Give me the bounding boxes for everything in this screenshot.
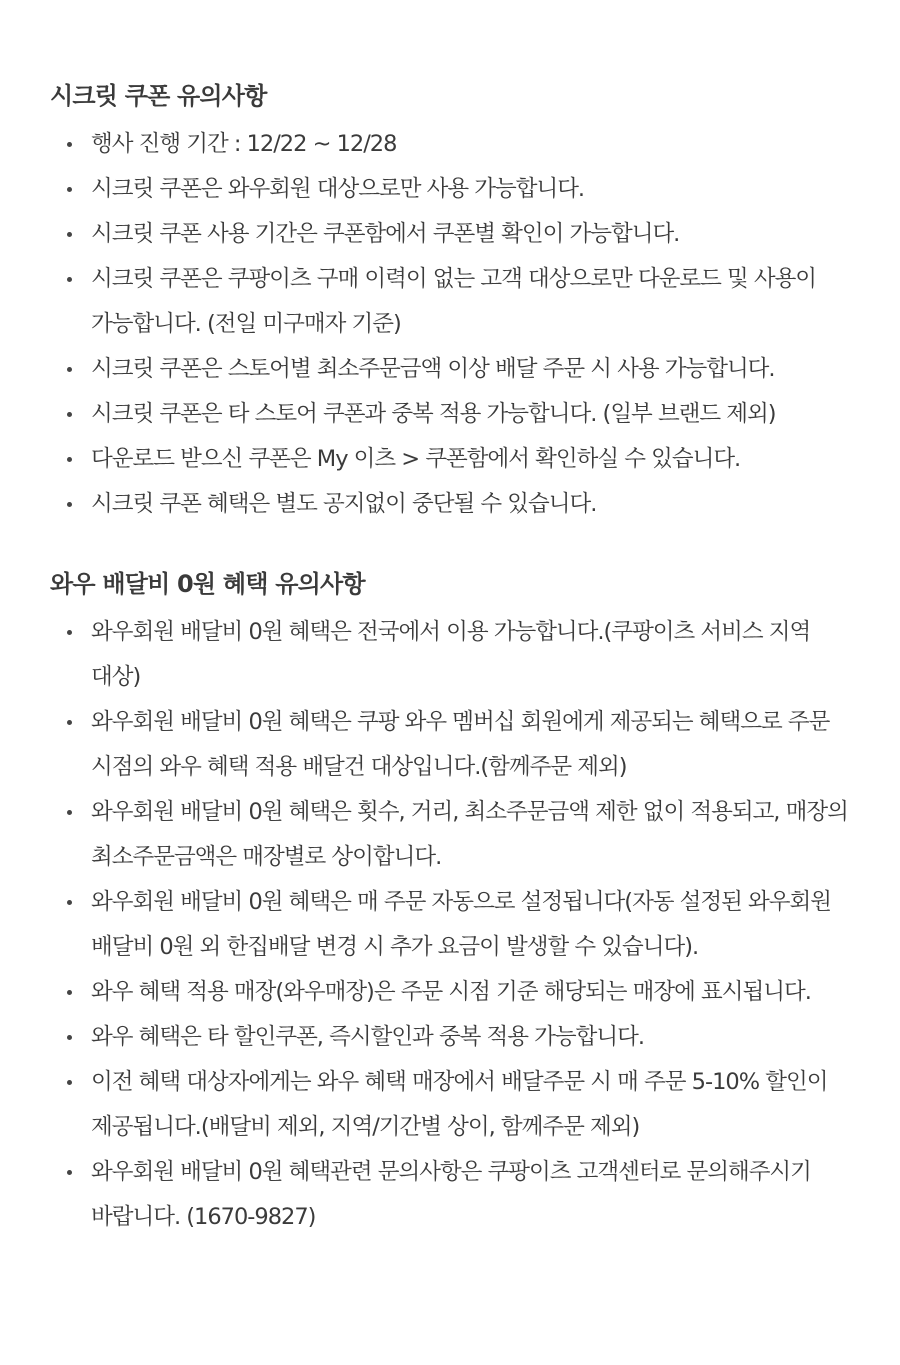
list-item-text: 시크릿 쿠폰 혜택은 별도 공지없이 중단될 수 있습니다. <box>91 491 597 517</box>
list-item <box>50 257 852 347</box>
bullet-icon <box>67 412 72 417</box>
section-title: 시크릿 쿠폰 유의사항 <box>50 82 267 110</box>
bullet-icon <box>67 187 72 192</box>
list-item-text: 와우 혜택은 타 할인쿠폰, 즉시할인과 중복 적용 가능합니다. <box>91 1024 645 1050</box>
list-item-text: 와우회원 배달비 0원 혜택은 쿠팡 와우 멤버십 회원에게 제공되는 혜택으로 주문 시점의 와우 혜택 적용 배달건 대상입니다.(함께주문 제외) <box>91 709 830 780</box>
list-item-text: 시크릿 쿠폰 사용 기간은 쿠폰함에서 쿠폰별 확인이 가능합니다. <box>91 221 680 247</box>
bullet-icon <box>67 630 72 635</box>
list-item <box>50 1060 852 1150</box>
list-item <box>50 1015 852 1060</box>
list-item-text: 와우회원 배달비 0원 혜택관련 문의사항은 쿠팡이츠 고객센터로 문의해주시기 바랍니다. (1670-9827) <box>91 1159 811 1230</box>
list-item <box>50 880 852 970</box>
list-item-text: 와우회원 배달비 0원 혜택은 매 주문 자동으로 설정됩니다(자동 설정된 와우회원 배달비 0원 외 한집배달 변경 시 추가 요금이 발생할 수 있습니다). <box>91 889 831 960</box>
bullet-icon <box>67 502 72 507</box>
list-item <box>50 1150 852 1240</box>
list-item <box>50 610 852 700</box>
bullet-icon <box>67 457 72 462</box>
bullet-icon <box>67 1170 72 1175</box>
list-item-text: 이전 혜택 대상자에게는 와우 혜택 매장에서 배달주문 시 매 주문 5-10% 할인이 제공됩니다.(배달비 제외, 지역/기간별 상이, 함께주문 제외) <box>91 1069 828 1140</box>
list-item-text: 다운로드 받으신 쿠폰은 My 이츠 > 쿠폰함에서 확인하실 수 있습니다. <box>91 446 741 472</box>
bullet-icon <box>67 900 72 905</box>
list-item <box>50 700 852 790</box>
list-item-text: 와우회원 배달비 0원 혜택은 전국에서 이용 가능합니다.(쿠팡이츠 서비스 지역 대상) <box>91 619 811 690</box>
list-item-text: 시크릿 쿠폰은 타 스토어 쿠폰과 중복 적용 가능합니다. (일부 브랜드 제외) <box>91 401 776 427</box>
bullet-icon <box>67 720 72 725</box>
list-item <box>50 482 852 527</box>
list-item <box>50 437 852 482</box>
list-item-text: 행사 진행 기간 : 12/22 ~ 12/28 <box>91 131 397 157</box>
list-item <box>50 347 852 392</box>
notice-list <box>50 610 852 1240</box>
list-item <box>50 970 852 1015</box>
list-item <box>50 392 852 437</box>
list-item <box>50 122 852 167</box>
bullet-icon <box>67 1035 72 1040</box>
list-item-text: 시크릿 쿠폰은 와우회원 대상으로만 사용 가능합니다. <box>91 176 585 202</box>
wow-delivery-section <box>50 564 852 1240</box>
bullet-icon <box>67 142 72 147</box>
bullet-icon <box>67 990 72 995</box>
list-item <box>50 167 852 212</box>
list-item-text: 시크릿 쿠폰은 스토어별 최소주문금액 이상 배달 주문 시 사용 가능합니다. <box>91 356 775 382</box>
list-item <box>50 212 852 257</box>
section-title: 와우 배달비 0원 혜택 유의사항 <box>50 570 365 598</box>
bullet-icon <box>67 277 72 282</box>
list-item-text: 와우 혜택 적용 매장(와우매장)은 주문 시점 기준 해당되는 매장에 표시됩니다. <box>91 979 811 1005</box>
list-item-text: 시크릿 쿠폰은 쿠팡이츠 구매 이력이 없는 고객 대상으로만 다운로드 및 사용이 가능합니다. (전일 미구매자 기준) <box>91 266 817 337</box>
list-item <box>50 790 852 880</box>
bullet-icon <box>67 232 72 237</box>
bullet-icon <box>67 367 72 372</box>
bullet-icon <box>67 1080 72 1085</box>
bullet-icon <box>67 810 72 815</box>
secret-coupon-section <box>50 76 852 527</box>
notice-list <box>50 122 852 527</box>
list-item-text: 와우회원 배달비 0원 혜택은 횟수, 거리, 최소주문금액 제한 없이 적용되고, 매장의 최소주문금액은 매장별로 상이합니다. <box>91 799 848 870</box>
